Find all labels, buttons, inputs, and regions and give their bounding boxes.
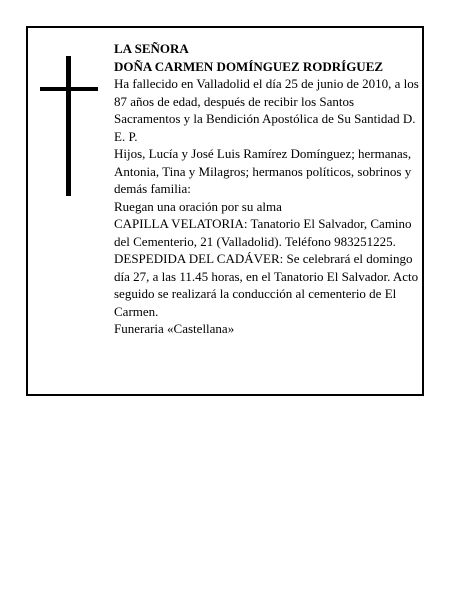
- cross-vertical-bar: [66, 56, 71, 196]
- notice-paragraph-farewell: DESPEDIDA DEL CADÁVER: Se celebrará el domingo día 27, a las 11.45 horas, en el Tanatorio El Salvador. Acto seguido se realizará la conducción al cementerio de El Carmen.: [114, 251, 419, 319]
- notice-paragraph-prayer: Ruegan una oración por su alma: [114, 198, 282, 214]
- cross-horizontal-bar: [40, 87, 98, 91]
- notice-title-line1: LA SEÑORA: [114, 41, 189, 56]
- notice-title-line2: DOÑA CARMEN DOMÍNGUEZ RODRÍGUEZ: [114, 58, 384, 74]
- obituary-notice: [26, 26, 424, 396]
- notice-paragraph-family: Hijos, Lucía y José Luis Ramírez Domínguez; hermanas, Antonia, Tina y Milagros; hermanos políticos, sobrinos y demás familia:: [114, 146, 412, 196]
- cross-icon: [40, 56, 98, 196]
- notice-paragraph-funeral-home: Funeraria «Castellana»: [114, 321, 235, 336]
- notice-text: [114, 40, 420, 338]
- notice-paragraph-death: Ha fallecido en Valladolid el día 25 de junio de 2010, a los 87 años de edad, después de recibir los Santos Sacramentos y la Bendición Apostólica de Su Santidad D. E. P.: [114, 76, 419, 144]
- notice-paragraph-chapel: CAPILLA VELATORIA: Tanatorio El Salvador, Camino del Cementerio, 21 (Valladolid). Teléfono 983251225.: [114, 216, 412, 249]
